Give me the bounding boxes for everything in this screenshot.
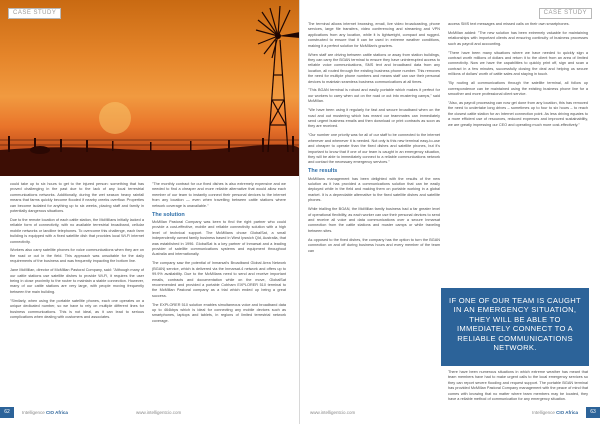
section-heading-solution: The solution — [152, 211, 185, 218]
paragraph: The EXPLORER 510 solution enables simultaneous voice and broadband data up to 464kbps which is ideal for connecting any mobile devices such as smartphones, laptops and tablets, in regions of limited terrestrial network coverage. — [152, 302, 286, 323]
paragraph: access SMS text messages and missed calls on their own smartphones. — [448, 22, 570, 26]
paragraph: "This BGAN terminal is robust and easily portable which makes it perfect for our workers to carry when out on the road or out into mustering camps," said McMillan. — [308, 88, 440, 104]
right-column-2 — [448, 22, 588, 131]
case-study-tag: CASE STUDY — [8, 8, 61, 19]
paragraph: Jane McMillan, director of McMillan Pastoral Company, said: "Although many of our cattle stations use satellite dishes to provide Wi-Fi, it requires the user being in close proximity to the router to maintain a stable connection. However, many of our cattle stations are very large, with people moving frequently between the main building. — [10, 268, 144, 294]
magazine-name — [532, 410, 578, 415]
section-heading-results: The results — [308, 168, 338, 175]
paragraph: "Similarly, when using the portable satellite phones, each one operates on a unique dedicated number, so we have to rely on multiple different lines for business communications. This is not ideal, as it can lead to serious complications when dealing with customers and associates. — [10, 298, 144, 319]
left-footer — [0, 407, 300, 418]
paragraph: "We have been using it regularly for fast and secure broadband when on the road and out mustering which has meant our teammates can immediately send urgent business emails and then download or print contracts as soon as they are received. — [308, 108, 440, 129]
paragraph: As opposed to the fixed dishes, the company has the option to turn the BGAN connection on and off during business hours and every member of the team can — [308, 237, 440, 253]
right-column-1 — [308, 22, 440, 257]
paragraph: "The monthly contract for our fixed dishes is also extremely expensive and we needed to find a cheaper and more reliable alternative that would allow each member of our team to instantly connect their personal devices to the internet from any location — even when travelling between cattle stations where network coverage is unavailable." — [152, 182, 286, 208]
paragraph: While trialling the BGAN, the McMillan family business had a far greater level of operational flexibility, as each worker can use their personal devices to send and receive all voice and data communications over a secure Inmarsat connection from the cattle stations and muster camps or while traveling between sites. — [308, 207, 440, 233]
magazine-title: Intelligence — [22, 410, 45, 415]
website-link[interactable]: www.intelligentcio.com — [136, 410, 182, 415]
paragraph: could take up to six hours to get to the injured person: something that has proved challenging in the past due to the lack of any local terrestrial communications networks. Additionally, during the wet season heavy rainfall means that farms quickly become flooded if nearby creeks overflow. Properties can become isolated for anything up to six weeks, placing staff and family in potentially dangerous situations. — [10, 182, 144, 214]
magazine-edition: CIO Africa — [46, 410, 68, 415]
paragraph: "Our number one priority was for all of our staff to be connected to the internet wherever and whenever it is needed. Not only is this new terminal easy-to-use and cheaper to operate than the fixed dishes and satellite phones, but it's important to know that if one of our team is caught in an emergency situation, they will be able to immediately connect to a reliable communications network and contact the necessary emergency services." — [308, 133, 440, 165]
left-column-1 — [10, 182, 144, 324]
paragraph: The terminal allows internet browsing, email, live video broadcasting, phone services, large file transfers, video conferencing and streaming and VPN applications from any location, while it is lightweight, compact and rugged-constructed to ensure that it can be used in extreme weather conditions, making it a perfect solution for McMillan's graziers. — [308, 22, 440, 48]
windmill-silhouette — [0, 0, 300, 176]
page-number: 62 — [0, 407, 14, 418]
paragraph: McMillan added: "The new solution has been extremely valuable for maintaining relationships with important clients and ensuring continuity of business processes such as payroll and accounting. — [448, 30, 588, 46]
paragraph: "There have been many situations where we have needed to quickly sign a contract worth millions of dollars and return it to the client from an area of limited connectivity. Now we have the capabilities to quickly print off, sign and scan a contract in a few minutes, successfully closing the deal and helping us secure millions of dollars' worth of cattle sales and staying in touch. — [448, 50, 588, 77]
left-column-2 — [152, 182, 286, 328]
paragraph: When staff are driving between cattle stations or away from station buildings, they can carry the BGAN terminal to ensure they have uninterrupted access to reliable voice communications, SMS text and broadband data from any location, all routed through the existing business phone number. This removes the need for multiple phone numbers and means staff can use their personal devices to maintain seamless business communications at all times. — [308, 52, 440, 84]
right-column-2-bottom — [448, 370, 588, 406]
paragraph: McMillans management has been delighted with the results of the new solution as it has provided a communications solution that can be easily deployed while in the field and making them on portable working in a global market. It is a dependable alternative to the fixed satellite dishes and satellite phones. — [308, 176, 440, 203]
paragraph: There have been numerous situations in which extreme weather has meant that team members have had to make urgent calls to the local emergency services so they can report severe flooding and request support. The portable BGAN terminal has provided McMillan Pastoral Company management with the peace of mind that comes with knowing that no matter where team members may be located, they have a reliable method of communication for any emergency situation. — [448, 370, 588, 402]
paragraph: McMillan Pastoral Company was keen to find the right partner who could provide a cost-effective, mobile and reliable connectivity solution with a high level of technical support. The McMillans chose GlobalSat, a small independently owned family business based in West Ipswich Qld, Australia, that was established in 1996. GlobalSat is a key partner of Inmarsat and a leading provider of satellite communications systems and equipment throughout Australia and internationally. — [152, 219, 286, 257]
paragraph: The company saw the potential of Inmarsat's Broadband Global Area Network (BGAN) service, which is delivered via the Inmarsat-4 network and offers up to 99.9% availability. Due to the McMillans need to send and receive important emails, contracts and documentation while on the move, GlobalSat recommended and provided a portable Cobham EXPLORER 510 terminal to the McMillan Pastoral company as a trial which ended up being a great success. — [152, 261, 286, 298]
paragraph: "Also, as payroll processing can now get done from any location, this has removed the need to undertake long drives – sometimes up to four to six hours – to reach the closest cattle station for an Internet connection point. As less driving equates to a more efficient use of resources, reduced expenses and improved sustainability, we are greatly impressing our CEO and operating much more cost-effectively." — [448, 100, 588, 127]
magazine-name — [22, 410, 68, 415]
paragraph: Workers also carry satellite phones for voice communications when they are on the road or out in the field. This approach was unsuitable for the daily requirements of the business and was frequently impacting the bottom line. — [10, 248, 144, 264]
paragraph: "By routing all communications through the satellite terminal, all follow up correspondence can be maintained using the existing business phone line for a smoother and more professional client service. — [448, 81, 588, 96]
paragraph: Due to the remote location of each cattle station, the McMillans initially lacked a reliable form of connectivity, with no available terrestrial broadband, cellular mobile networks or landline telephones. To overcome this challenge, each farm building is equipped with a fixed satellite dish that provides local Wi-Fi internet connectivity. — [10, 217, 144, 244]
page-number: 63 — [586, 407, 600, 418]
magazine-edition: CIO Africa — [556, 410, 578, 415]
magazine-title: Intelligence — [532, 410, 555, 415]
case-study-tag: CASE STUDY — [539, 8, 592, 19]
website-link[interactable]: www.intelligentcio.com — [310, 410, 356, 415]
right-footer — [300, 407, 600, 418]
pull-quote: IF ONE OF OUR TEAM IS CAUGHT IN AN EMERGENCY SITUATION, THEY WILL BE ABLE TO IMMEDIATELY CONNECT TO A RELIABLE COMMUNICATIONS NETWORK. — [441, 288, 589, 366]
windmill-sunset-photo — [0, 0, 300, 176]
